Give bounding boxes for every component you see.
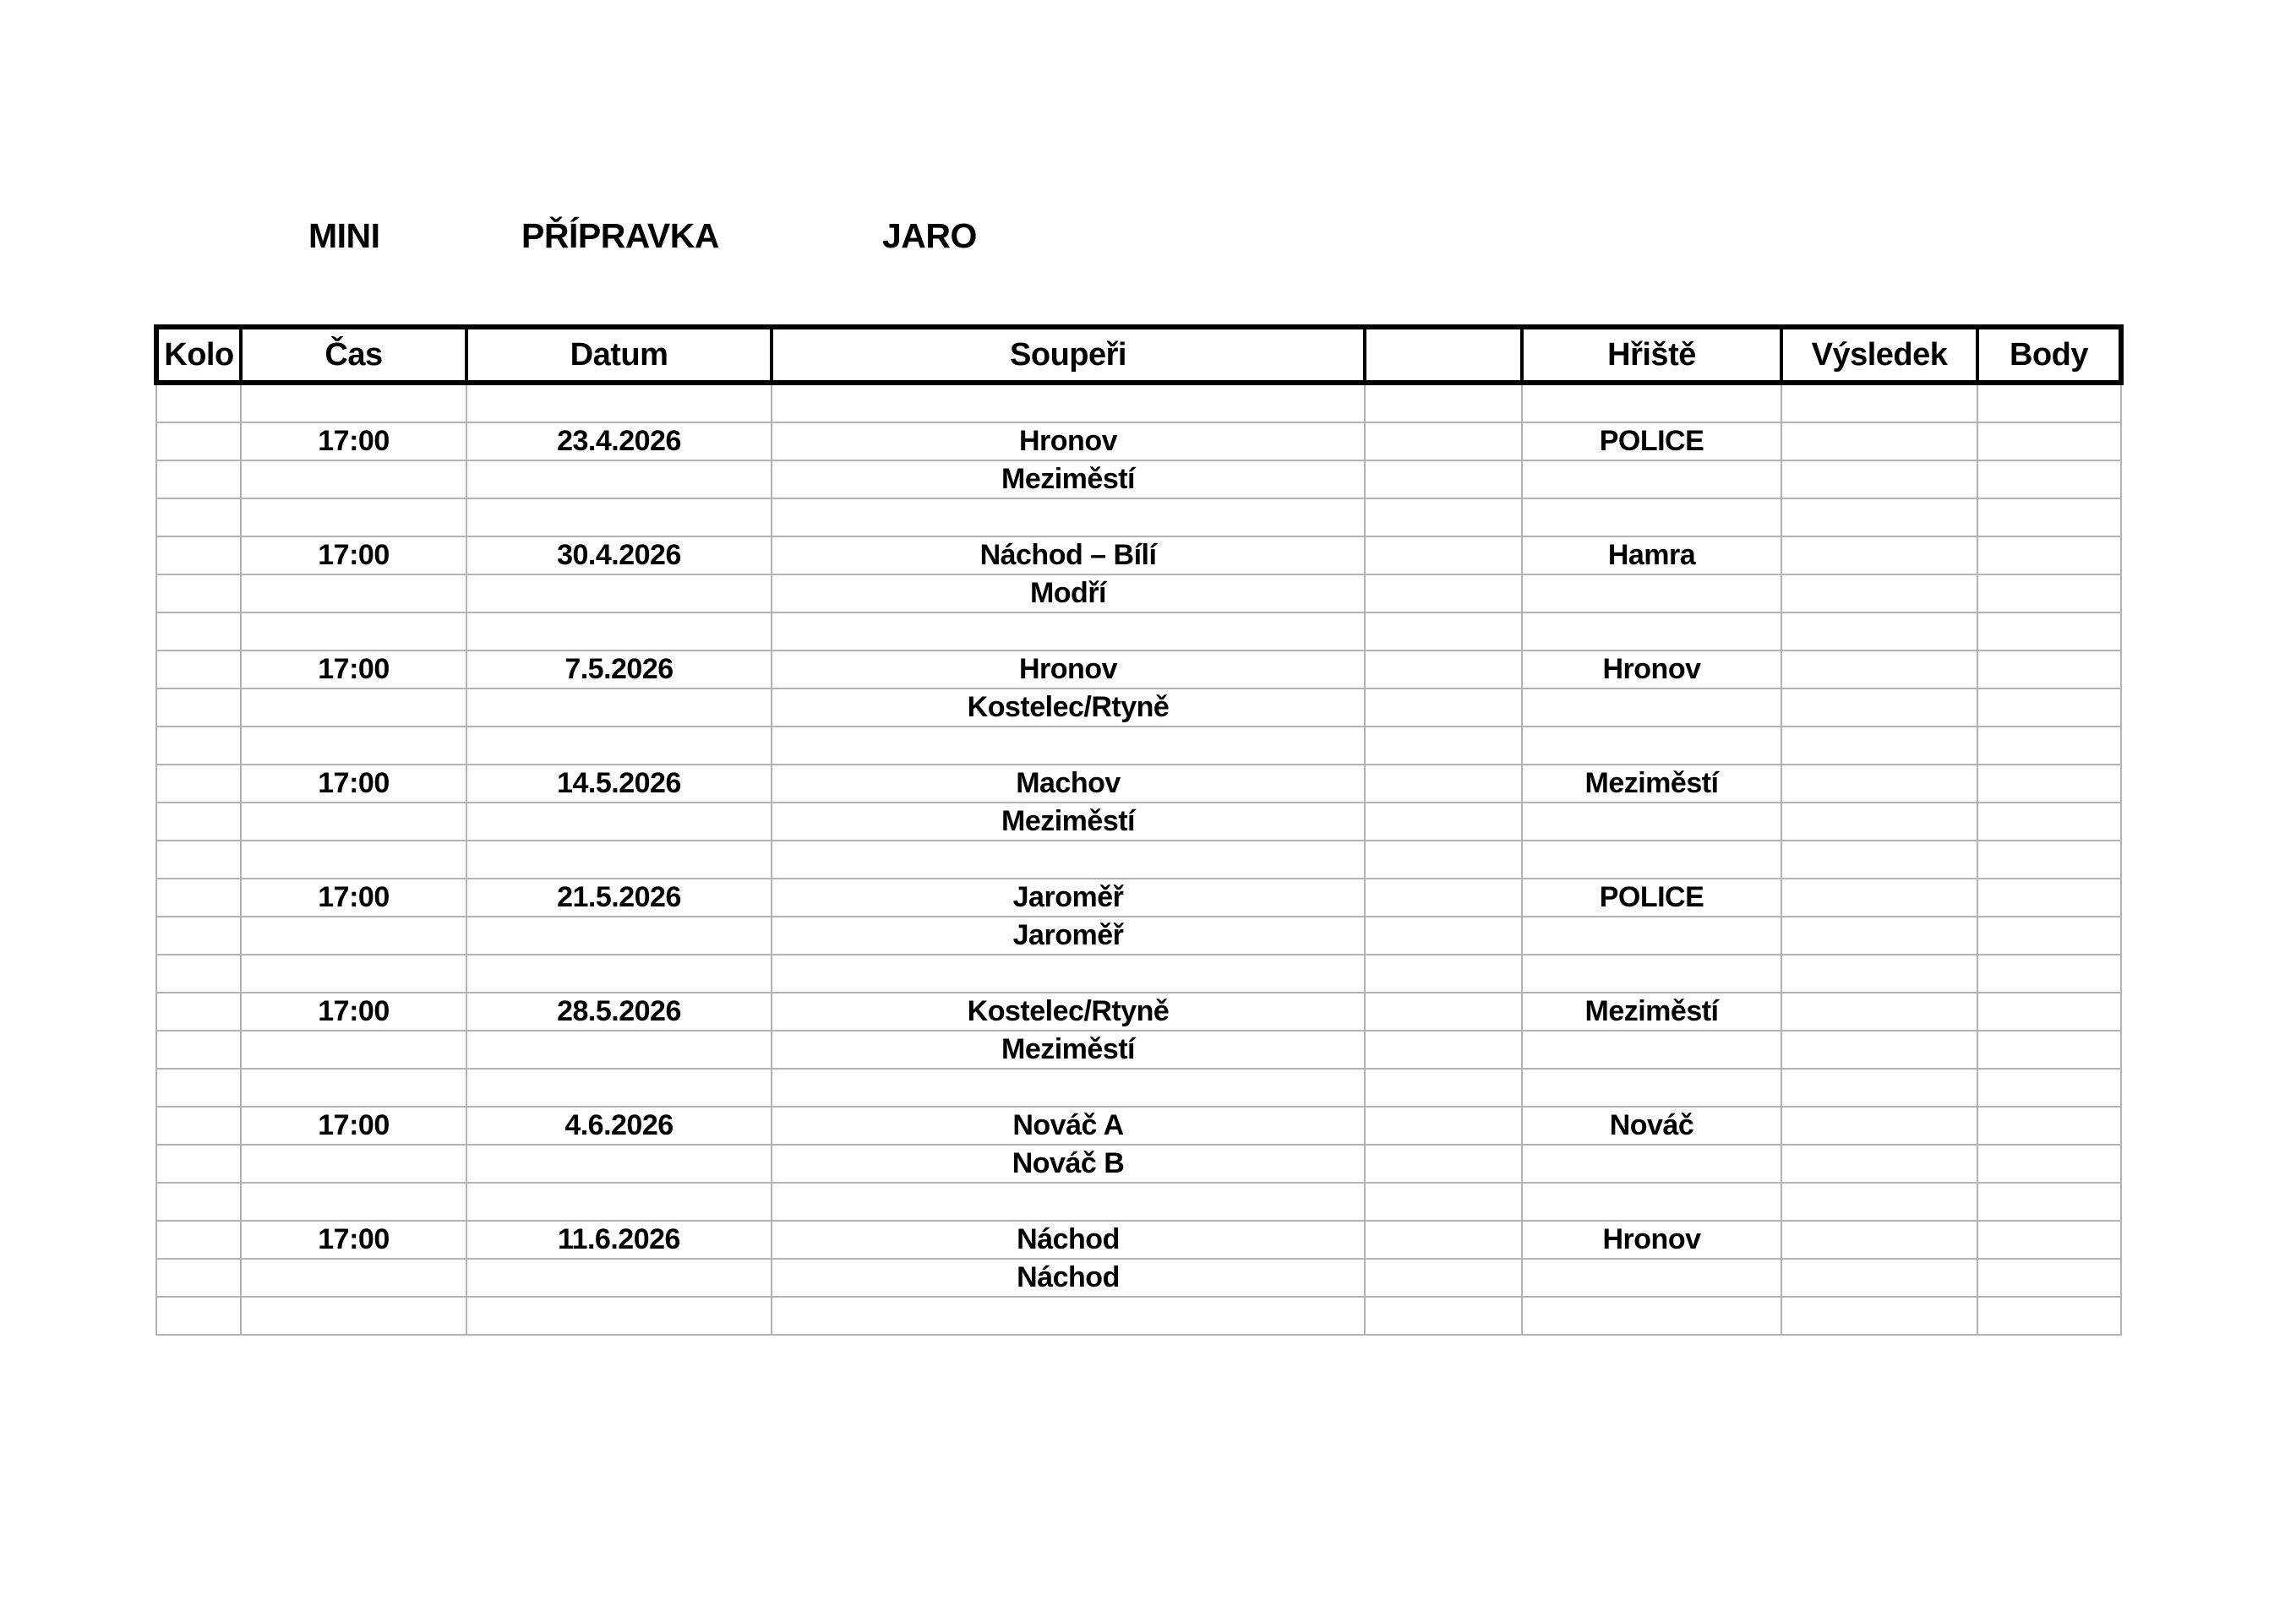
title-word-jaro: JARO <box>882 216 977 255</box>
table-cell <box>772 1297 1365 1335</box>
title-word-pripravka: PŘÍPRAVKA <box>521 216 719 255</box>
table-cell <box>1977 612 2121 650</box>
table-cell <box>1365 383 1522 422</box>
table-cell <box>1977 1259 2121 1297</box>
page-title <box>0 216 2296 260</box>
table-cell: Kostelec/Rtyně <box>772 689 1365 727</box>
table-cell <box>466 1031 772 1069</box>
table-cell <box>1365 612 1522 650</box>
table-cell <box>1365 650 1522 689</box>
table-cell <box>1977 917 2121 955</box>
table-cell <box>156 612 241 650</box>
table-row <box>156 536 2121 574</box>
table-cell <box>241 1069 466 1107</box>
table-cell <box>1977 1031 2121 1069</box>
table-cell <box>156 803 241 841</box>
table-cell: 17:00 <box>241 536 466 574</box>
table-row <box>156 1031 2121 1069</box>
table-cell <box>1781 650 1977 689</box>
table-row <box>156 1069 2121 1107</box>
column-header-datum: Datum <box>466 327 772 383</box>
table-cell <box>156 879 241 917</box>
table-cell <box>1781 765 1977 803</box>
table-cell: Hronov <box>1522 1221 1781 1259</box>
table-cell <box>1977 1107 2121 1145</box>
table-cell <box>156 1221 241 1259</box>
table-cell <box>156 1297 241 1335</box>
table-cell: Hronov <box>772 422 1365 460</box>
table-cell: Náchod <box>772 1259 1365 1297</box>
table-cell <box>1365 1297 1522 1335</box>
table-cell: 7.5.2026 <box>466 650 772 689</box>
table-cell: Meziměstí <box>1522 765 1781 803</box>
table-cell: Meziměstí <box>1522 993 1781 1031</box>
table-cell: Jaroměř <box>772 879 1365 917</box>
table-cell <box>1365 1145 1522 1183</box>
table-cell <box>466 917 772 955</box>
table-cell <box>1365 841 1522 879</box>
schedule-table <box>154 324 2124 1336</box>
table-cell <box>1781 612 1977 650</box>
table-cell <box>1781 803 1977 841</box>
table-row <box>156 841 2121 879</box>
table-cell <box>1522 917 1781 955</box>
table-cell: Meziměstí <box>772 803 1365 841</box>
table-row <box>156 955 2121 993</box>
table-cell <box>1781 1259 1977 1297</box>
table-cell <box>466 498 772 536</box>
table-cell <box>1977 1145 2121 1183</box>
table-cell <box>241 1183 466 1221</box>
table-cell <box>1977 460 2121 498</box>
table-cell: Nováč A <box>772 1107 1365 1145</box>
table-cell <box>156 1069 241 1107</box>
table-cell <box>1522 383 1781 422</box>
table-cell: Meziměstí <box>772 1031 1365 1069</box>
table-cell <box>1522 1297 1781 1335</box>
table-cell <box>241 383 466 422</box>
table-cell <box>1522 1259 1781 1297</box>
table-cell <box>1781 993 1977 1031</box>
table-cell <box>156 1107 241 1145</box>
table-cell <box>1977 993 2121 1031</box>
table-cell <box>241 498 466 536</box>
table-cell <box>241 727 466 765</box>
title-word-mini: MINI <box>308 216 380 255</box>
table-cell <box>1365 1031 1522 1069</box>
table-cell <box>1365 1183 1522 1221</box>
table-cell <box>156 917 241 955</box>
table-cell <box>466 1145 772 1183</box>
table-cell <box>241 612 466 650</box>
table-row <box>156 650 2121 689</box>
table-cell: Náchod – Bílí <box>772 536 1365 574</box>
table-cell: 17:00 <box>241 422 466 460</box>
table-cell: 17:00 <box>241 993 466 1031</box>
table-cell <box>1522 612 1781 650</box>
table-cell <box>1781 689 1977 727</box>
table-cell <box>1365 727 1522 765</box>
table-cell <box>1365 993 1522 1031</box>
table-cell <box>1977 650 2121 689</box>
table-cell <box>1522 727 1781 765</box>
table-cell: Nováč B <box>772 1145 1365 1183</box>
table-cell <box>1977 955 2121 993</box>
table-cell <box>156 383 241 422</box>
table-cell: Meziměstí <box>772 460 1365 498</box>
table-cell <box>1977 498 2121 536</box>
table-cell <box>156 650 241 689</box>
table-cell <box>1365 1259 1522 1297</box>
table-cell: POLICE <box>1522 422 1781 460</box>
table-row <box>156 1145 2121 1183</box>
table-cell <box>466 1069 772 1107</box>
table-cell <box>156 1183 241 1221</box>
table-row <box>156 498 2121 536</box>
table-row <box>156 993 2121 1031</box>
table-cell: 4.6.2026 <box>466 1107 772 1145</box>
table-cell <box>1977 803 2121 841</box>
table-cell <box>1781 383 1977 422</box>
table-cell <box>1977 765 2121 803</box>
table-cell <box>241 1031 466 1069</box>
table-row <box>156 612 2121 650</box>
table-cell <box>466 383 772 422</box>
table-cell: 17:00 <box>241 765 466 803</box>
column-header-vysledek: Výsledek <box>1781 327 1977 383</box>
table-cell <box>1365 498 1522 536</box>
table-cell <box>156 498 241 536</box>
table-row <box>156 1297 2121 1335</box>
table-cell <box>1781 1221 1977 1259</box>
table-cell <box>1977 841 2121 879</box>
table-cell <box>1522 1031 1781 1069</box>
table-cell <box>772 612 1365 650</box>
table-cell <box>1977 1183 2121 1221</box>
table-cell <box>1522 1145 1781 1183</box>
table-row <box>156 879 2121 917</box>
table-row <box>156 917 2121 955</box>
table-cell <box>466 574 772 612</box>
table-cell <box>1522 841 1781 879</box>
table-cell <box>466 803 772 841</box>
table-cell <box>1977 689 2121 727</box>
table-cell <box>156 422 241 460</box>
table-cell: 21.5.2026 <box>466 879 772 917</box>
table-cell <box>772 1183 1365 1221</box>
table-cell <box>466 841 772 879</box>
column-header-gap <box>1365 327 1522 383</box>
table-row <box>156 1259 2121 1297</box>
table-row <box>156 1183 2121 1221</box>
table-cell <box>241 803 466 841</box>
table-row <box>156 689 2121 727</box>
table-cell <box>1365 879 1522 917</box>
table-cell <box>156 574 241 612</box>
table-cell <box>156 993 241 1031</box>
table-cell <box>466 1259 772 1297</box>
table-cell <box>1781 1107 1977 1145</box>
table-cell: Hamra <box>1522 536 1781 574</box>
table-cell <box>1977 422 2121 460</box>
table-cell <box>466 1183 772 1221</box>
table-cell <box>772 727 1365 765</box>
table-cell <box>466 460 772 498</box>
table-cell <box>156 460 241 498</box>
table-row <box>156 574 2121 612</box>
table-cell <box>1365 422 1522 460</box>
table-cell <box>241 460 466 498</box>
table-cell <box>1781 955 1977 993</box>
table-cell <box>1522 498 1781 536</box>
table-cell <box>1781 917 1977 955</box>
table-row <box>156 727 2121 765</box>
table-row <box>156 422 2121 460</box>
table-cell: Modří <box>772 574 1365 612</box>
table-cell <box>241 1145 466 1183</box>
table-cell <box>466 689 772 727</box>
table-cell <box>1977 1221 2121 1259</box>
table-cell <box>1365 574 1522 612</box>
table-cell <box>1365 460 1522 498</box>
table-cell <box>1522 460 1781 498</box>
table-cell <box>466 612 772 650</box>
table-cell <box>156 1031 241 1069</box>
table-cell <box>1781 879 1977 917</box>
table-cell <box>156 1145 241 1183</box>
table-cell <box>1977 1069 2121 1107</box>
column-header-hriste: Hřiště <box>1522 327 1781 383</box>
table-cell <box>1365 1069 1522 1107</box>
table-cell: Jaroměř <box>772 917 1365 955</box>
table-cell <box>1365 917 1522 955</box>
table-cell <box>241 917 466 955</box>
table-cell <box>1365 803 1522 841</box>
table-cell <box>466 955 772 993</box>
table-cell <box>1522 803 1781 841</box>
table-cell: Kostelec/Rtyně <box>772 993 1365 1031</box>
table-row <box>156 765 2121 803</box>
table-cell <box>156 727 241 765</box>
table-cell <box>1365 765 1522 803</box>
table-cell <box>772 383 1365 422</box>
table-cell <box>1977 383 2121 422</box>
table-cell: 11.6.2026 <box>466 1221 772 1259</box>
table-cell <box>1522 1069 1781 1107</box>
table-cell: 30.4.2026 <box>466 536 772 574</box>
table-cell <box>241 955 466 993</box>
table-cell <box>156 841 241 879</box>
table-row <box>156 803 2121 841</box>
table-row <box>156 460 2121 498</box>
table-cell: Hronov <box>772 650 1365 689</box>
table-cell <box>156 1259 241 1297</box>
table-cell <box>1365 689 1522 727</box>
table-body <box>156 383 2121 1335</box>
column-header-body: Body <box>1977 327 2121 383</box>
column-header-souperi: Soupeři <box>772 327 1365 383</box>
table-cell <box>1977 879 2121 917</box>
table-cell <box>156 765 241 803</box>
column-header-cas: Čas <box>241 327 466 383</box>
table-cell <box>466 727 772 765</box>
table-cell: Náchod <box>772 1221 1365 1259</box>
table-cell <box>1781 1297 1977 1335</box>
table-cell: Nováč <box>1522 1107 1781 1145</box>
table-cell: 17:00 <box>241 879 466 917</box>
column-header-kolo: Kolo <box>156 327 241 383</box>
table-cell: 17:00 <box>241 1107 466 1145</box>
table-cell <box>1365 955 1522 993</box>
table-cell <box>156 536 241 574</box>
table-cell <box>241 1259 466 1297</box>
table-cell <box>772 1069 1365 1107</box>
table-row <box>156 383 2121 422</box>
table-cell <box>241 689 466 727</box>
table-cell <box>241 841 466 879</box>
table-cell: 23.4.2026 <box>466 422 772 460</box>
table-cell <box>1781 574 1977 612</box>
table-row <box>156 1221 2121 1259</box>
table-cell <box>1781 460 1977 498</box>
table-cell <box>772 955 1365 993</box>
table-cell <box>156 955 241 993</box>
table-cell <box>1522 1183 1781 1221</box>
table-cell <box>1781 536 1977 574</box>
table-cell <box>466 1297 772 1335</box>
table-cell <box>1781 1031 1977 1069</box>
table-cell: 17:00 <box>241 650 466 689</box>
table-cell <box>1781 841 1977 879</box>
table-cell: 14.5.2026 <box>466 765 772 803</box>
table-cell <box>772 841 1365 879</box>
table-cell: POLICE <box>1522 879 1781 917</box>
table-cell: Machov <box>772 765 1365 803</box>
header-row <box>156 327 2121 383</box>
table-cell <box>1522 955 1781 993</box>
table-cell <box>1365 536 1522 574</box>
table-cell <box>156 689 241 727</box>
table-cell <box>1781 1069 1977 1107</box>
table-cell: Hronov <box>1522 650 1781 689</box>
table-cell <box>1977 574 2121 612</box>
table-cell: 17:00 <box>241 1221 466 1259</box>
table-row <box>156 1107 2121 1145</box>
table-cell <box>772 498 1365 536</box>
table-cell <box>241 1297 466 1335</box>
table-cell <box>1781 422 1977 460</box>
table-cell <box>1781 498 1977 536</box>
table-cell <box>1365 1221 1522 1259</box>
table-cell <box>241 574 466 612</box>
table-cell <box>1522 574 1781 612</box>
table-cell <box>1522 689 1781 727</box>
table-cell: 28.5.2026 <box>466 993 772 1031</box>
table-cell <box>1781 1183 1977 1221</box>
table-header <box>156 327 2121 383</box>
table-cell <box>1781 727 1977 765</box>
table-cell <box>1977 536 2121 574</box>
table-cell <box>1977 727 2121 765</box>
table-cell <box>1781 1145 1977 1183</box>
table-cell <box>1365 1107 1522 1145</box>
table-cell <box>1977 1297 2121 1335</box>
